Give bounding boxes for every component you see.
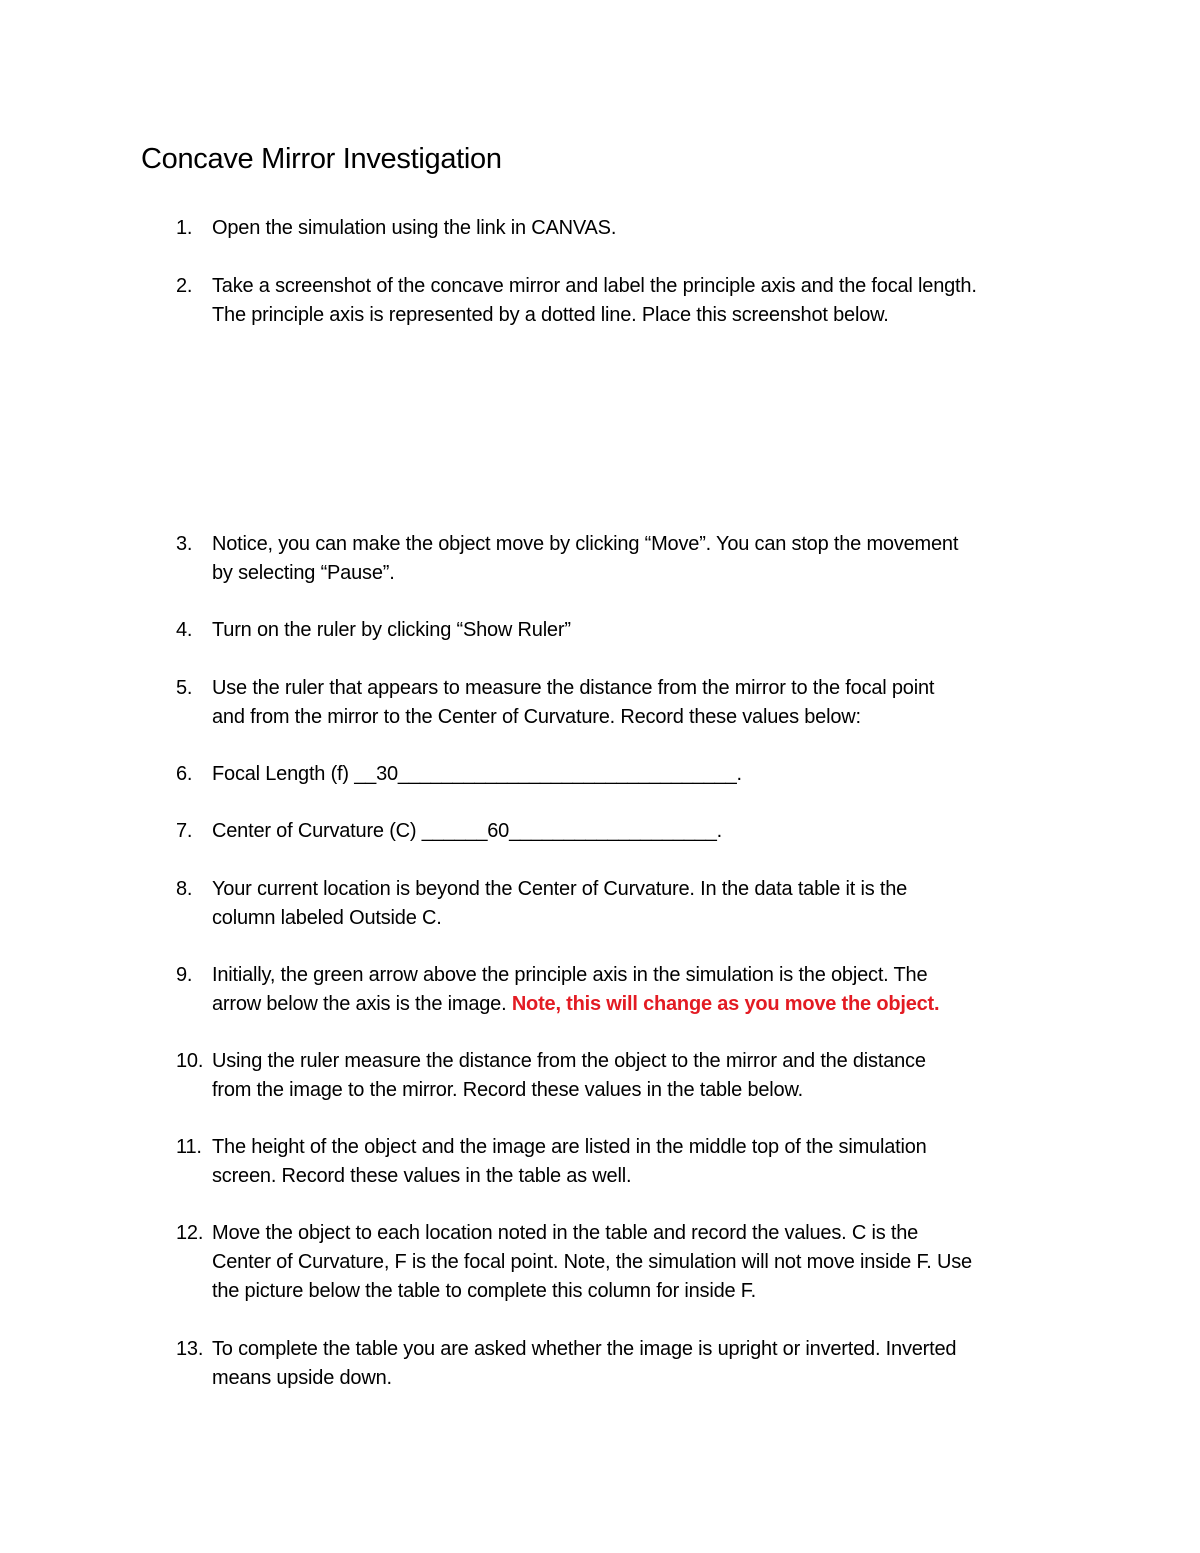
item-text bbox=[212, 1047, 1076, 1105]
item-line: Move the object to each location noted in the table and record the values. C is the bbox=[212, 1222, 919, 1244]
item-number: 2. bbox=[176, 275, 193, 297]
item-line: Center of Curvature, F is the focal point. Note, the simulation will not move inside F. Use bbox=[212, 1251, 972, 1273]
item-number: 4. bbox=[176, 619, 193, 641]
item-line: by selecting “Pause”. bbox=[212, 562, 395, 584]
item-line: column labeled Outside C. bbox=[212, 907, 442, 929]
item-line: Initially, the green arrow above the principle axis in the simulation is the object. The bbox=[212, 964, 928, 986]
item-text bbox=[212, 1133, 1076, 1191]
item-line: The height of the object and the image are listed in the middle top of the simulation bbox=[212, 1136, 927, 1158]
item-number: 8. bbox=[176, 878, 193, 900]
item-number: 6. bbox=[176, 763, 193, 785]
center-of-curvature-line: Center of Curvature (C) ______60___________________. bbox=[212, 820, 722, 842]
note-warning: Note, this will change as you move the object. bbox=[511, 993, 940, 1015]
item-number: 3. bbox=[176, 533, 193, 555]
item-text bbox=[212, 530, 1076, 588]
item-text bbox=[212, 961, 1076, 1019]
item-number: 7. bbox=[176, 820, 193, 842]
item-text bbox=[212, 674, 1076, 732]
focal-length-line: Focal Length (f) __30_______________________________. bbox=[212, 763, 742, 785]
item-line-plain: arrow below the axis is the image. bbox=[212, 993, 512, 1015]
item-text bbox=[212, 875, 1076, 933]
item-text bbox=[212, 817, 1076, 846]
item-line: Using the ruler measure the distance from the object to the mirror and the distance bbox=[212, 1050, 926, 1072]
item-line: screen. Record these values in the table as well. bbox=[212, 1165, 632, 1187]
item-text bbox=[212, 272, 1076, 330]
item-line bbox=[212, 990, 1076, 1019]
item-line: the picture below the table to complete this column for inside F. bbox=[212, 1280, 756, 1302]
item-line: from the image to the mirror. Record these values in the table below. bbox=[212, 1079, 803, 1101]
item-number: 13. bbox=[176, 1338, 204, 1360]
item-line: Open the simulation using the link in CANVAS. bbox=[212, 217, 617, 239]
item-line: Notice, you can make the object move by clicking “Move”. You can stop the movement bbox=[212, 533, 959, 555]
item-line: means upside down. bbox=[212, 1367, 392, 1389]
item-text bbox=[212, 1335, 1076, 1393]
item-number: 10. bbox=[176, 1050, 204, 1072]
item-line: Use the ruler that appears to measure the distance from the mirror to the focal point bbox=[212, 677, 935, 699]
item-text bbox=[212, 760, 1076, 789]
item-line: Your current location is beyond the Center of Curvature. In the data table it is the bbox=[212, 878, 908, 900]
item-line: To complete the table you are asked whether the image is upright or inverted. Inverted bbox=[212, 1338, 957, 1360]
item-number: 1. bbox=[176, 217, 193, 239]
item-text bbox=[212, 214, 1076, 243]
item-text bbox=[212, 616, 1076, 645]
item-text bbox=[212, 1219, 1076, 1306]
page-title: Concave Mirror Investigation bbox=[141, 143, 502, 175]
item-number: 12. bbox=[176, 1222, 204, 1244]
item-line: Turn on the ruler by clicking “Show Ruler” bbox=[212, 619, 571, 641]
item-number: 5. bbox=[176, 677, 193, 699]
item-line: and from the mirror to the Center of Curvature. Record these values below: bbox=[212, 706, 861, 728]
item-number: 9. bbox=[176, 964, 193, 986]
item-line: The principle axis is represented by a dotted line. Place this screenshot below. bbox=[212, 304, 889, 326]
item-line: Take a screenshot of the concave mirror and label the principle axis and the focal length. bbox=[212, 275, 977, 297]
item-number: 11. bbox=[176, 1136, 202, 1158]
